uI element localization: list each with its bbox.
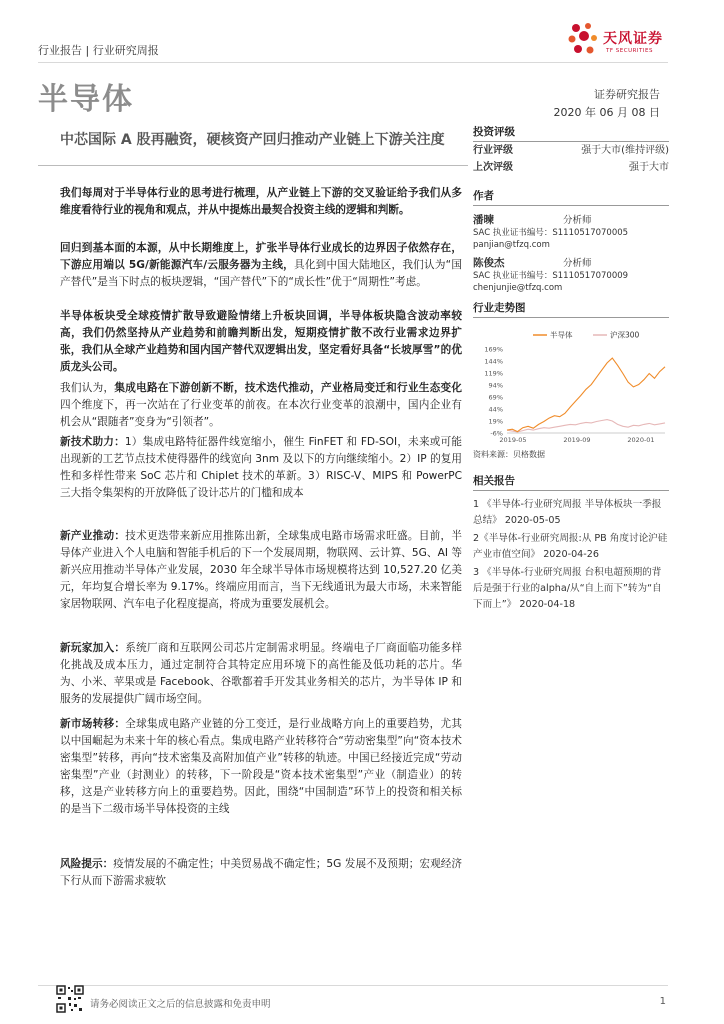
- paragraph-risk: [60, 856, 462, 890]
- rating-previous-row: [473, 159, 669, 176]
- paragraph-new-market: [60, 716, 462, 818]
- paragraph-new-market-head: 新市场转移：: [60, 718, 126, 730]
- paragraph-risk-body: 疫情发展的不确定性；中美贸易战不确定性；5G 发展不及预期；宏观经济下行从而下游需求疲软: [60, 858, 462, 887]
- x-tick-label: 2020-01: [627, 436, 655, 444]
- legend-label: 沪深300: [610, 330, 640, 340]
- logo-chinese-name: 天风证券: [603, 31, 663, 47]
- paragraph-intro: 我们每周对于半导体行业的思考进行梳理，从产业链上下游的交叉验证给予我们从多维度看待行业的视角和观点，并从中提炼出最契合投资主线的逻辑和判断。: [60, 187, 462, 216]
- rating-industry-value: 强于大市(维持评级): [581, 145, 669, 156]
- author-email[interactable]: chenjunjie@tfzq.com: [473, 283, 563, 293]
- paragraph-new-industry-body: 技术更迭带来新应用推陈出新，全球集成电路市场需求旺盛。目前，半导体产业进入个人电脑和智能手机后的下一个发展周期，物联网、云计算、5G、AI 等新兴应用推动半导体产业发展，2030 年全球半导体市场规模将达到 10,527.20 亿美元，年均复合增长率为 9.17%。终端应用而言，当下无线通讯为最大市场，未来智能家居物联网、汽车电子化程度提高，将成为重要发展机会。: [60, 530, 462, 610]
- related-report-item[interactable]: 3 《半导体-行业研究周报 台积电超预期的背后是强于行业的alpha/从“自上而下”转为“自下而上”》 2020-04-18: [473, 567, 662, 610]
- paragraph-new-market-body: 全球集成电路产业链的分工变迁，是行业战略方向上的重要趋势，尤其以中国崛起为未来十年的核心看点。集成电路产业转移符合“劳动密集型”向“资本技术密集型”转移，再向“技术密集及高附加值产业”转移的轨迹。中国已经接近完成“劳动密集型”产业（封测业）的转移，下一阶段是“资本技术密集型”产业（制造业）的转移，这是产业转移方向上的重要趋势。因此，围绕“中国制造”环节上的投资和相关标的是当下二级市场半导体投资的主线: [60, 718, 462, 815]
- paragraph-thesis-rest: 四个维度下，再一次站在了行业变革的前夜。在本次行业变革的浪潮中，国内企业有机会从“跟随者”变身为“引领者”。: [60, 399, 462, 428]
- trend-chart-box: [473, 300, 669, 318]
- author-role: 分析师: [563, 258, 592, 269]
- y-tick-label: 169%: [484, 345, 503, 354]
- rating-previous-value: 强于大市: [629, 162, 669, 173]
- breadcrumb: 行业报告 | 行业研究周报: [38, 44, 159, 57]
- x-tick-label: 2019-05: [499, 436, 527, 444]
- series-line: [507, 358, 665, 432]
- rating-industry-row: [473, 142, 669, 159]
- paragraph-new-tech-body: 1）集成电路特征器件线宽缩小，催生 FinFET 和 FD-SOI，未来或可能出现新的工艺节点技术使得器件的线宽向 3nm 及以下的方向继续缩小。2）IP 的复用性和多样性带来 SoC 芯片和 Chiplet 技术的革新。3）RISC-V、MIPS 和 PowerPC 三大指令集架构的开放降低了设计芯片的门槛和成本: [60, 436, 463, 499]
- rating-heading: 投资评级: [473, 124, 669, 142]
- paragraph-thesis: [60, 380, 462, 431]
- paragraph-new-players-body: 系统厂商和互联网公司芯片定制需求明显。终端电子厂商面临功能多样化挑战及成本压力，通过定制符合其特定应用环境下的高性能及低功耗的芯片。华为、小米、苹果或是 Facebook、谷歌都着手开发其业务相关的芯片，为半导体 IP 和服务的发展提供广阔市场空间。: [60, 642, 462, 705]
- related-report-item[interactable]: 2《半导体-行业研究周报:从 PB 角度讨论沪硅产业市值空间》 2020-04-26: [473, 533, 668, 560]
- trend-chart-heading: 行业走势图: [473, 300, 669, 318]
- author-email[interactable]: panjian@tfzq.com: [473, 240, 550, 250]
- footer-divider: [38, 985, 668, 986]
- y-tick-label: 94%: [488, 381, 503, 390]
- trend-chart-svg: [473, 325, 669, 447]
- author-name: 潘暕: [473, 214, 494, 226]
- page-title: 半导体: [38, 82, 134, 117]
- paragraph-new-players: [60, 640, 462, 708]
- y-tick-label: -6%: [490, 429, 503, 438]
- author-role: 分析师: [563, 215, 592, 226]
- x-tick-label: 2019-09: [563, 436, 591, 444]
- paragraph-market-view: 半导体板块受全球疫情扩散导致避险情绪上升板块回调，半导体板块隐含波动率较高，我们仍然坚持从产业趋势和前瞻判断出发，短期疫情扩散不改行业需求边界扩张，我们从全球产业趋势和国内国产替代双逻辑出发，坚定看好具备“长坡厚雪”的优质龙头公司。: [60, 310, 462, 373]
- company-logo: [566, 22, 676, 62]
- series-line: [507, 420, 665, 432]
- y-tick-label: 119%: [484, 369, 503, 378]
- authors-box: [473, 188, 669, 294]
- paragraph-new-tech-head: 新技术助力：: [60, 436, 125, 448]
- logo-english-name: TF SECURITIES: [606, 48, 653, 54]
- author-entry: [473, 212, 669, 251]
- report-date: 2020 年 06 月 08 日: [553, 106, 660, 119]
- related-report-item[interactable]: 1 《半导体-行业研究周报 半导体板块一季报总结》 2020-05-05: [473, 499, 662, 526]
- paragraph-thesis-lead: 我们认为，: [60, 382, 115, 394]
- paragraph-fundamentals-rest: 具化到中国大陆地区，我们认为“国产替代”是当下时点的板块逻辑，“国产替代”下的“成长性”优于“周期性”考虑。: [60, 259, 462, 288]
- rating-industry-label: 行业评级: [473, 145, 513, 156]
- paragraph-new-tech: [60, 434, 462, 502]
- y-tick-label: 19%: [488, 417, 503, 426]
- author-sac: SAC 执业证书编号：S1110517070009: [473, 271, 629, 281]
- paragraph-new-players-head: 新玩家加入：: [60, 642, 126, 654]
- logo-mark-icon: [566, 22, 600, 58]
- paragraph-fundamentals: [60, 240, 462, 291]
- rating-box: [473, 124, 669, 176]
- related-reports-box: [473, 473, 669, 615]
- y-tick-label: 69%: [488, 393, 503, 402]
- document-type: 证券研究报告: [594, 88, 660, 101]
- chart-source: 资料来源：贝格数据: [473, 450, 545, 459]
- paragraph-thesis-bold: 集成电路在下游创新不断，技术迭代推动，产业格局变迁和行业生态变化: [114, 382, 463, 394]
- paragraph-risk-head: 风险提示：: [60, 858, 114, 870]
- related-reports-heading: 相关报告: [473, 473, 669, 491]
- page-number: 1: [659, 996, 666, 1007]
- qr-code-icon: [56, 985, 84, 1013]
- y-tick-label: 144%: [484, 357, 503, 366]
- author-name: 陈俊杰: [473, 257, 505, 269]
- author-entry: [473, 255, 669, 294]
- y-tick-label: 44%: [488, 405, 503, 414]
- footer-disclaimer: 请务必阅读正文之后的信息披露和免责申明: [90, 999, 271, 1010]
- subtitle-divider: [38, 165, 468, 166]
- paragraph-fundamentals-bold: 回归到基本面的本源，从中长期维度上，扩张半导体行业成长的边界因子依然存在，下游应用端以 5G/新能源汽车/云服务器为主线，: [60, 242, 462, 271]
- paragraph-new-industry: [60, 528, 462, 613]
- author-sac: SAC 执业证书编号：S1110517070005: [473, 228, 629, 238]
- trend-chart: [473, 325, 669, 447]
- legend-label: 半导体: [550, 330, 573, 340]
- authors-heading: 作者: [473, 188, 669, 206]
- header-divider: [38, 62, 668, 63]
- rating-previous-label: 上次评级: [473, 162, 513, 173]
- report-subtitle: 中芯国际 A 股再融资，硬核资产回归推动产业链上下游关注度: [60, 132, 445, 148]
- paragraph-new-industry-head: 新产业推动：: [60, 530, 126, 542]
